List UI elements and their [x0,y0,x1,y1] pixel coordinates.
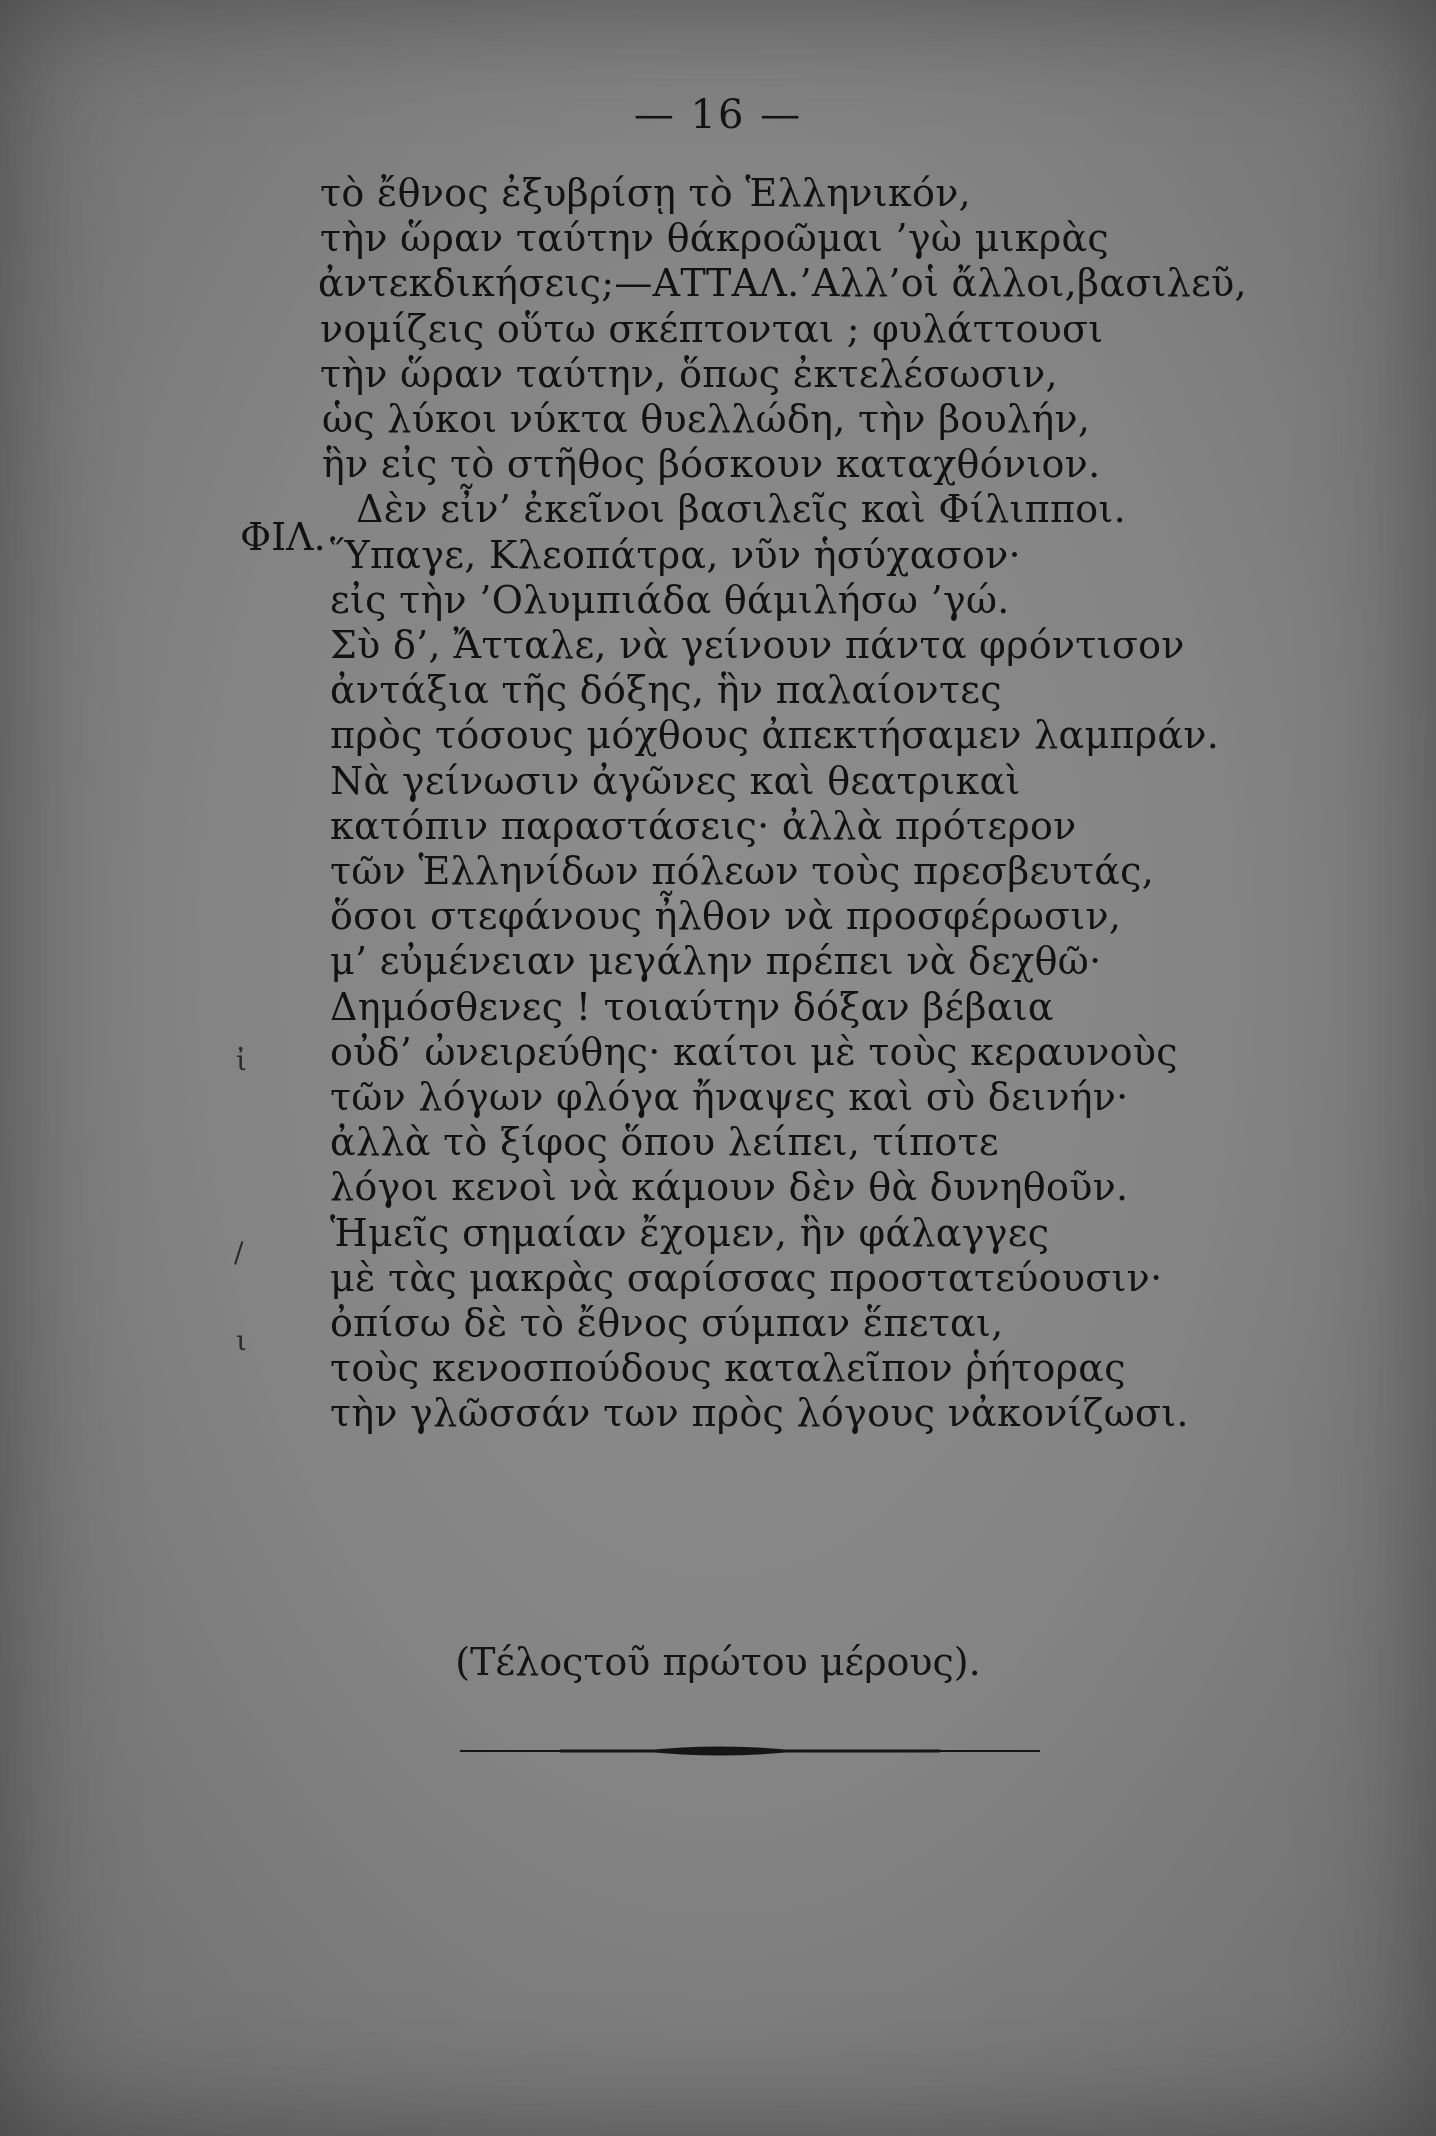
speaker-label-fil: ΦΙΛ. [240,515,326,559]
verse-line: τῶν λόγων φλόγα ἤναψες καὶ σὺ δεινήν· [330,1075,1129,1119]
verse-line: ὅσοι στεφάνους ἦλθον νὰ προσφέρωσιν, [330,894,1122,938]
verse-line: μὲ τὰς μακρὰς σαρίσσας προστατεύουσιν· [330,1256,1163,1300]
verse-line: τὴν ὥραν ταύτην, ὅπως ἐκτελέσωσιν, [320,352,1058,396]
verse-line: ὀπίσω δὲ τὸ ἔθνος σύμπαν ἕπεται, [330,1301,1004,1345]
verse-line: ἀντεκδικήσεις;—ΑΤΤΑΛ.’Αλλ’οἱ ἄλλοι,βασιλεῦ, [318,261,1247,305]
verse-line: ἀλλὰ τὸ ξίφος ὅπου λείπει, τίποτε [330,1120,999,1164]
verse-line: ὡς λύκοι νύκτα θυελλώδη, τὴν βουλήν, [322,397,1091,441]
verse-line: λόγοι κενοὶ νὰ κάμουν δὲν θὰ δυνηθοῦν. [330,1165,1129,1209]
page-number: — 16 — [633,92,803,138]
margin-mark: ι [236,1324,247,1357]
verse-line: τῶν Ἑλληνίδων πόλεων τοὺς πρεσβευτάς, [330,849,1155,893]
verse-line: Σὺ δ’, Ἄτταλε, νὰ γείνουν πάντα φρόντισον [330,623,1185,667]
verse-line: εἰς τὴν ’Ολυμπιάδα θάμιλήσω ’γώ. [330,578,1010,622]
verse-line: μ’ εὐμένειαν μεγάλην πρέπει νὰ δεχθῶ· [330,939,1102,983]
verse-line: κατόπιν παραστάσεις· ἀλλὰ πρότερον [330,804,1077,848]
verse-line: Νὰ γείνωσιν ἀγῶνες καὶ θεατρικαὶ [330,759,1021,803]
verse-line: ἀντάξια τῆς δόξης, ἣν παλαίοντες [330,668,1002,712]
verse-line: νομίζεις οὕτω σκέπτονται ; φυλάττουσι [320,307,1104,351]
verse-line: τὴν γλῶσσάν των πρὸς λόγους νἀκονίζωσι. [330,1391,1189,1435]
ornamental-rule [460,1736,1040,1766]
verse-line: Δὲν εἶν’ ἐκεῖνοι βασιλεῖς καὶ Φίλιπποι. [356,487,1126,531]
verse-line: Δημόσθενες ! τοιαύτην δόξαν βέβαια [330,985,1054,1029]
verse-line: οὐδ’ ὠνειρεύθης· καίτοι μὲ τοὺς κεραυνοὺς [330,1030,1178,1074]
verse-line: τὴν ὥραν ταύτην θάκροῶμαι ’γὼ μικρὰς [320,216,1110,260]
verse-line: Ὕπαγε, Κλεοπάτρα, νῦν ἡσύχασον· [330,533,1021,577]
verse-line: πρὸς τόσους μόχθους ἀπεκτήσαμεν λαμπράν. [330,713,1220,757]
margin-mark: / [234,1236,244,1269]
verse-line: Ἡμεῖς σημαίαν ἔχομεν, ἣν φάλαγγες [330,1211,1050,1255]
verse-line: τοὺς κενοσπούδους καταλεῖπον ῥήτορας [330,1346,1126,1390]
verse-line: ἣν εἰς τὸ στῆθος βόσκουν καταχθόνιον. [322,442,1101,486]
end-of-part-note: (Τέλοςτοῦ πρώτου μέρους). [455,1640,981,1684]
verse-line: τὸ ἔθνος ἐξυβρίσῃ τὸ Ἑλληνικόν, [320,171,971,215]
margin-mark: ἰ [236,1044,247,1077]
